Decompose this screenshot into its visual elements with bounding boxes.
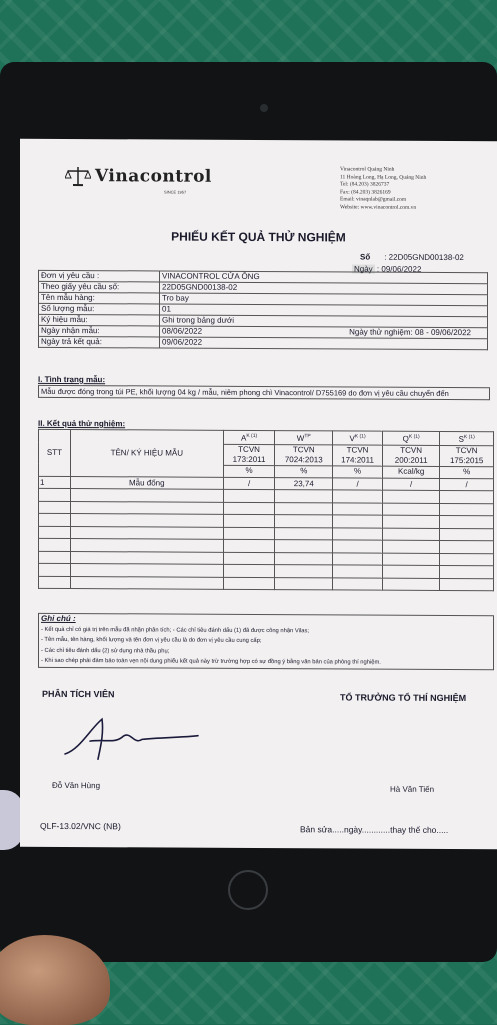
col-q-symbol: $Q^{K (1)}$	[383, 431, 440, 445]
col-stt: STT	[39, 429, 71, 476]
test-result-document	[20, 139, 497, 849]
handwritten-signature	[60, 709, 200, 770]
col-w-symbol: $W^{TP}$	[275, 431, 333, 445]
info-row: Ngày trả kết quả: 09/06/2022	[39, 336, 488, 349]
company-address: Vinacontrol Quảng Ninh 11 Hoàng Long, Hạ Long, Quảng Ninh Tel: (84.203) 3826737 Fax: (84.203) 3826169 Email: vinaqnlab@gmail.com Website: www.vinacontrol.com.vn	[340, 166, 426, 211]
brand-name: Vinacontrol	[95, 166, 212, 187]
notes-box	[38, 613, 494, 670]
section-test-results: II. Kết quả thử nghiệm:	[38, 419, 125, 428]
info-row: Số lượng mẫu: 01	[39, 303, 488, 316]
camera-icon	[260, 104, 268, 112]
scale-icon	[65, 165, 91, 187]
col-v-std: TCVN 174:2011	[333, 445, 383, 466]
col-w-unit: %	[275, 465, 333, 477]
info-row: Theo giấy yêu cầu số: 22D05GND00138-02	[39, 281, 488, 294]
info-row: Tên mẫu hàng: Tro bay	[39, 292, 488, 305]
brand-since: SINCE 1957	[164, 190, 186, 195]
col-s-std: TCVN 175:2015	[440, 445, 494, 466]
sample-condition-text: Mẫu được đóng trong túi PE, khối lượng 04 kg / mẫu, niêm phong chì Vinacontrol/ D755169 do đơn vị yêu cầu chuyển đến	[38, 385, 490, 400]
home-button[interactable]	[228, 870, 268, 910]
col-q-unit: Kcal/kg	[383, 466, 440, 478]
col-v-symbol: $V^{K (1)}$	[333, 431, 383, 445]
section-sample-condition: I. Tình trạng mẫu:	[38, 375, 105, 384]
document-number: Số : 22D05GND00138-02	[360, 253, 464, 263]
vinacontrol-logo	[65, 165, 212, 188]
sample-info-table	[38, 270, 488, 350]
col-a-unit: %	[223, 465, 275, 477]
col-s-unit: %	[440, 466, 494, 478]
note-line: - Các chỉ tiêu đánh dấu (2) sử dụng nhà thầu phụ;	[41, 645, 491, 658]
notes-title: Ghi chú :	[41, 614, 491, 627]
col-q-std: TCVN 200:2011	[383, 445, 440, 466]
col-s-symbol: $S^{K (1)}$	[440, 431, 494, 445]
note-line: - Kết quả chỉ có giá trị trên mẫu đã nhận phân tích; - Các chỉ tiêu đánh dấu (1) đã được công nhận Vilas;	[41, 624, 491, 637]
analyst-title: PHÂN TÍCH VIÊN	[42, 689, 115, 699]
info-row: Đơn vị yêu cầu : VINACONTROL CỬA ÔNG	[39, 270, 488, 283]
col-v-unit: %	[333, 466, 383, 478]
analyst-name: Đỗ Văn Hùng	[52, 781, 100, 790]
document-date: Ngày : 09/06/2022	[352, 264, 421, 273]
col-a-symbol: $A^{K (1)}$	[223, 430, 275, 444]
col-a-std: TCVN 173:2011	[223, 444, 275, 465]
form-code: QLF-13.02/VNC (NB)	[40, 821, 121, 831]
table-row: 1 Mẫu đống / 23,74 / / /	[39, 476, 494, 491]
col-w-std: TCVN 7024:2013	[275, 444, 333, 465]
table-row-empty	[39, 576, 494, 591]
document-title: PHIẾU KẾT QUẢ THỬ NGHIỆM	[20, 229, 497, 245]
test-date: Ngày thử nghiệm: 08 - 09/06/2022	[349, 327, 471, 338]
lab-head-name: Hà Văn Tiến	[390, 785, 434, 794]
info-row: Ký hiệu mẫu: Ghi trong bảng dưới	[39, 314, 488, 327]
note-line: - Khi sao chép phải đảm bảo toàn vẹn nội dung phiếu kết quả này trừ trường hợp có sự đồng ý bằng văn bản của phòng thí nghiệm.	[41, 656, 491, 669]
col-name: TÊN/ KÝ HIỆU MẪU	[70, 430, 223, 477]
lab-head-title: TỔ TRƯỞNG TỔ THÍ NGHIỆM	[340, 692, 466, 703]
info-row: Ngày nhận mẫu: 08/06/2022 Ngày thử nghiệm: 08 - 09/06/2022	[39, 325, 488, 338]
revision-line: Bản sửa.....ngày............thay thế cho.....	[300, 824, 448, 835]
results-table	[38, 429, 494, 592]
note-line: - Tên mẫu, tên hàng, khối lượng và tên đơn vị yêu cầu là do đơn vị yêu cầu cung cấp;	[41, 635, 491, 648]
